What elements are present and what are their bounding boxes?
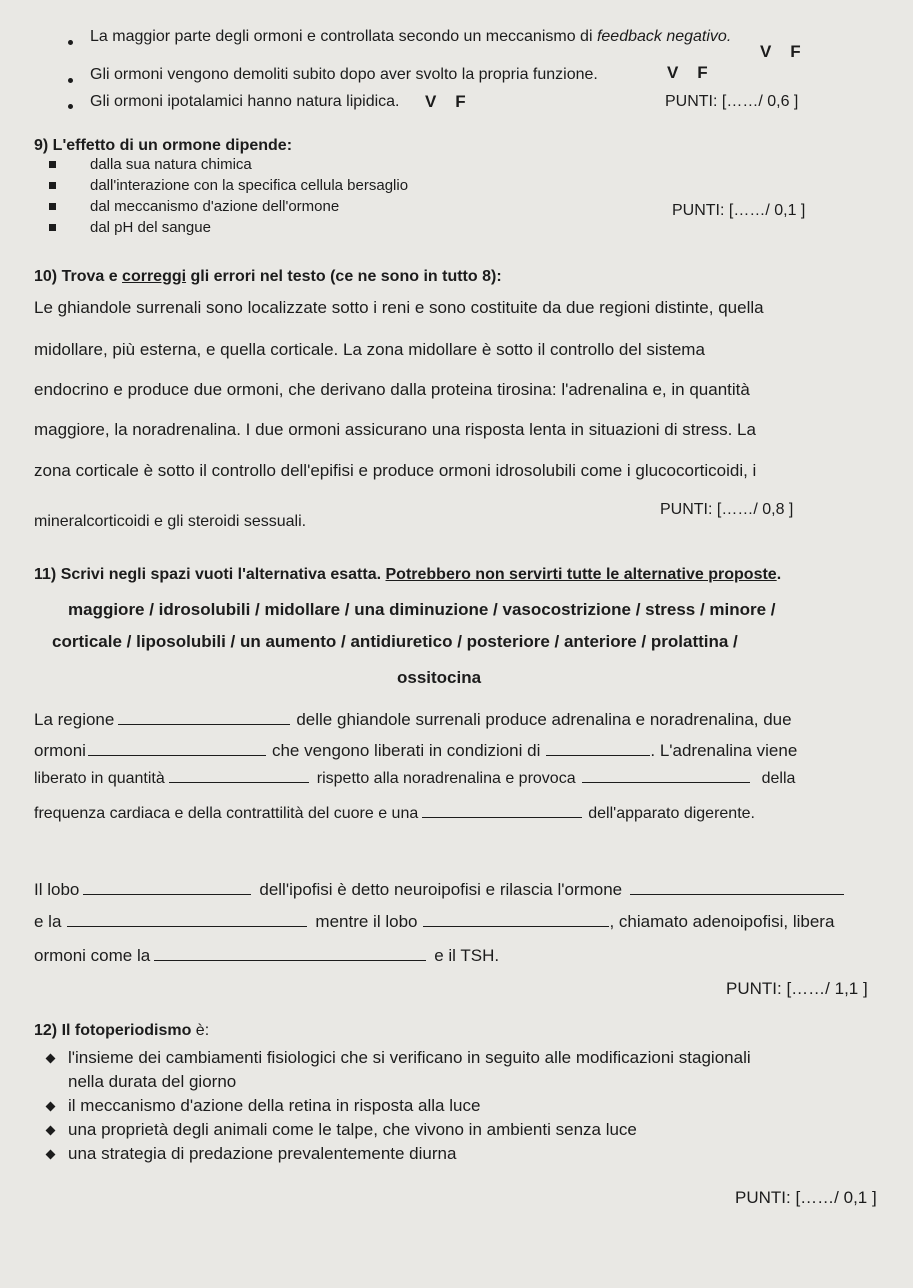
q12-points: PUNTI: [……/ 0,1 ]	[735, 1188, 877, 1207]
q11-p1-line-3: liberato in quantità rispetto alla noradrenalina e provoca della	[34, 770, 796, 787]
q10-line-3: endocrino e produce due ormoni, che derivano dalla proteina tirosina: l'adrenalina e, in quantità	[34, 380, 750, 399]
q11-options-line-2: corticale / liposolubili / un aumento / antidiuretico / posteriore / anteriore / prolattina /	[52, 632, 738, 651]
blank-9[interactable]	[67, 912, 307, 927]
blank-3[interactable]	[546, 741, 650, 756]
q12-option-1-line-1[interactable]: l'insieme dei cambiamenti fisiologici che si verificano in seguito alle modificazioni stagionali	[68, 1048, 751, 1067]
square-bullet	[49, 182, 56, 189]
blank-2[interactable]	[88, 741, 266, 756]
q9-option-2[interactable]: dall'interazione con la specifica cellula bersaglio	[90, 177, 409, 194]
q9-option-3[interactable]: dal meccanismo d'azione dell'ormone	[90, 198, 340, 215]
bullet	[68, 78, 73, 83]
q8-statement-1: La maggior parte degli ormoni e controllata secondo un meccanismo di feedback negativo.	[90, 28, 732, 45]
diamond-bullet	[46, 1150, 56, 1160]
q8-statement-3: Gli ormoni ipotalamici hanno natura lipidica.	[90, 93, 400, 110]
blank-10[interactable]	[423, 912, 609, 927]
q8-points: PUNTI: [……/ 0,6 ]	[665, 93, 799, 110]
q12-title: 12) Il fotoperiodismo è:	[34, 1022, 210, 1039]
q12-option-4[interactable]: una strategia di predazione prevalentemente diurna	[68, 1144, 457, 1163]
q9-title: 9) L'effetto di un ormone dipende:	[34, 137, 293, 154]
q8-vf-2[interactable]: V F	[667, 63, 708, 82]
q11-p2-line-2: e la mentre il lobo , chiamato adenoipofisi, libera	[34, 912, 835, 931]
diamond-bullet	[46, 1126, 56, 1136]
q11-p1-line-4: frequenza cardiaca e della contrattilità del cuore e una dell'apparato digerente.	[34, 805, 755, 822]
q12-option-3[interactable]: una proprietà degli animali come le talpe, che vivono in ambienti senza luce	[68, 1120, 637, 1139]
q10-line-6: mineralcorticoidi e gli steroidi sessuali.	[34, 513, 307, 530]
q11-p2-line-3: ormoni come la e il TSH.	[34, 946, 500, 965]
q8-vf-1[interactable]: V F	[760, 42, 801, 61]
q10-line-2: midollare, più esterna, e quella corticale. La zona midollare è sotto il controllo del sistema	[34, 340, 705, 359]
q10-title: 10) Trova e correggi gli errori nel testo (ce ne sono in tutto 8):	[34, 268, 502, 285]
q11-points: PUNTI: [……/ 1,1 ]	[726, 979, 868, 998]
blank-5[interactable]	[582, 768, 750, 783]
q12-option-2[interactable]: il meccanismo d'azione della retina in risposta alla luce	[68, 1096, 481, 1115]
q11-p1-line-2: ormoni che vengono liberati in condizioni di . L'adrenalina viene	[34, 741, 798, 760]
q9-option-4[interactable]: dal pH del sangue	[90, 219, 211, 236]
bullet	[68, 40, 73, 45]
q8-statement-2: Gli ormoni vengono demoliti subito dopo aver svolto la propria funzione.	[90, 66, 598, 83]
q10-points: PUNTI: [……/ 0,8 ]	[660, 501, 794, 518]
q9-points: PUNTI: [……/ 0,1 ]	[672, 202, 806, 219]
blank-4[interactable]	[169, 768, 309, 783]
blank-6[interactable]	[422, 803, 582, 818]
q11-title: 11) Scrivi negli spazi vuoti l'alternativa esatta. Potrebbero non servirti tutte le alternative proposte.	[34, 566, 782, 583]
q9-option-1[interactable]: dalla sua natura chimica	[90, 156, 252, 173]
q11-options-line-1: maggiore / idrosolubili / midollare / una diminuzione / vasocostrizione / stress / minore /	[68, 600, 776, 619]
q10-line-4: maggiore, la noradrenalina. I due ormoni assicurano una risposta lenta in situazioni di stress. La	[34, 420, 756, 439]
blank-8[interactable]	[630, 880, 844, 895]
blank-11[interactable]	[154, 946, 426, 961]
square-bullet	[49, 203, 56, 210]
q8-vf-3[interactable]: V F	[425, 92, 466, 111]
q11-options-line-3: ossitocina	[397, 668, 482, 687]
q10-line-1: Le ghiandole surrenali sono localizzate sotto i reni e sono costituite da due regioni distinte, quella	[34, 298, 764, 317]
square-bullet	[49, 161, 56, 168]
diamond-bullet	[46, 1102, 56, 1112]
blank-7[interactable]	[83, 880, 251, 895]
q10-line-5: zona corticale è sotto il controllo dell'epifisi e produce ormoni idrosolubili come i glucocorticoidi, i	[34, 461, 757, 480]
diamond-bullet	[46, 1054, 56, 1064]
blank-1[interactable]	[118, 710, 290, 725]
q11-p2-line-1: Il lobo dell'ipofisi è detto neuroipofisi e rilascia l'ormone	[34, 880, 844, 900]
q12-option-1-line-2[interactable]: nella durata del giorno	[68, 1072, 237, 1091]
square-bullet	[49, 224, 56, 231]
bullet	[68, 104, 73, 109]
q11-p1-line-1: La regione delle ghiandole surrenali produce adrenalina e noradrenalina, due	[34, 710, 792, 729]
